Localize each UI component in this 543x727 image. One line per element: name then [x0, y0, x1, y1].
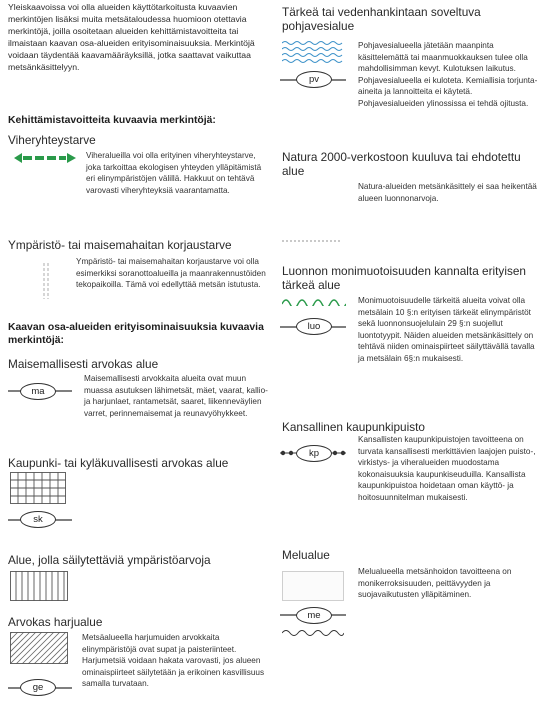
natura-title: Natura 2000-verkostoon kuuluva tai ehdotettu alue	[282, 150, 521, 178]
me-description: Melualueella metsänhoidon tavoitteena on monikerroksisuuden, peittävyyden ja suojavaikutusten ylläpitäminen.	[358, 567, 512, 600]
hatched-symbol	[10, 632, 68, 664]
heading-special-features: Kaavan osa-alueiden erityisominaisuuksia kuvaavia merkintöjä:	[8, 322, 264, 346]
luo-description: Monimuotoisuudelle tärkeitä alueita voivat olla metsälain 10 §:n erityisen tärkeät elinympäristöt sekä luonnonsuojelulain 29 §:n suojellut luontotyypit. Näiden alueiden metsänkäsittely on tehtävä niiden ominaispiirteet säilyttävällä tavalla ja metsälain 6§:n mukaisesti.	[358, 296, 535, 363]
vertical-lines-symbol	[10, 571, 68, 601]
water-waves-symbol	[282, 40, 344, 64]
green-arrow-symbol	[14, 152, 76, 164]
sk-label-badge: sk	[20, 511, 56, 528]
korjaus-title: Ympäristö- tai maisemahaitan korjaustarve	[8, 238, 232, 252]
viher-title: Viheryhteystarve	[8, 133, 96, 147]
viher-description: Viheralueilla voi olla erityinen viheryhteystarve, joka tarkoittaa ekologisen yhteyden ylläpitämistä eri elinympäristöjen välillä. Hakkuut on tehtävä varovasti viheryhteyksiä vaarantamatta.	[86, 151, 262, 195]
green-wave-symbol	[282, 296, 346, 306]
ma-description: Maisemallisesti arvokkaita alueita ovat muun muassa asutuksen lähimetsät, mäet, vaarat, kallio- ja harjunlaet, rantametsät, saaret, liikenneväylien varret, perinnemaisemat ja reunavyöhykkeet.	[84, 374, 268, 418]
ma-label-badge: ma	[20, 383, 56, 400]
ge-description: Metsäalueella harjumuiden arvokkaita elinympäristöjä ovat supat ja paisteriinteet. Harjumetsiä voidaan hakata varovasti, jos alueen ominaispiirteet säilytetään ja erikoinen kasvillisuus samalla turvataan.	[82, 633, 265, 689]
luo-title: Luonnon monimuotoisuuden kannalta erityisen tärkeä alue	[282, 264, 526, 292]
me-label-badge: me	[296, 607, 332, 624]
kp-title: Kansallinen kaupunkipuisto	[282, 420, 425, 434]
luo-label-badge: luo	[296, 318, 332, 335]
pv-title: Tärkeä tai vedenhankintaan soveltuva pohjavesialue	[282, 5, 481, 33]
korjaus-description: Ympäristö- tai maisemahaitan korjaustarve voi olla esimerkiksi soranottoalueilla ja maanrakennustöiden tekopaikoilla. Tämä voi edellyttää metsän istutusta.	[76, 257, 266, 290]
intro-paragraph: Yleiskaavoissa voi olla alueiden käyttötarkoitusta kuvaavien merkintöjen lisäksi muita metsätaloudessa huomioon otettavia merkintöjä, joilla osoitetaan alueiden kehittämistavoitteita tai ilmaistaan kaavan osa-alueiden erityisominaisuuksia. Merkintöjä voidaan täydentää kaavamääräyksillä, jotka saattavat vaikuttaa metsänkäsittelyyn.	[8, 2, 255, 72]
grid-symbol	[10, 472, 66, 504]
kp-label-badge: kp	[296, 445, 332, 462]
heading-development-goals: Kehittämistavoitteita kuvaavia merkintöjä:	[8, 115, 216, 126]
sk-title: Kaupunki- tai kyläkuvallisesti arvokas alue	[8, 456, 229, 470]
pv-label-badge: pv	[296, 71, 332, 88]
ymp-title: Alue, jolla säilytettäviä ympäristöarvoja	[8, 553, 211, 567]
ge-title: Arvokas harjualue	[8, 615, 103, 629]
ge-label-badge: ge	[20, 679, 56, 696]
repair-dots-symbol	[42, 263, 50, 299]
me-title: Melualue	[282, 548, 330, 562]
ma-title: Maisemallisesti arvokas alue	[8, 357, 159, 371]
pv-description: Pohjavesialueella jätetään maanpinta käsittelemättä tai maanmuokkauksen tulee olla mahdollisimman kevyt. Kulotuksen laikutus. Pohjavesialueella ei kuloteta. Kemiallisia torjunta-aineita ja lannoitteita ei käytetä. Pohjavesialueiden ylinossissa ei tehdä ojitusta.	[358, 41, 538, 108]
natura-description: Natura-alueiden metsänkäsittely ei saa heikentää alueen luonnonarvoja.	[358, 182, 537, 203]
kp-description: Kansallisten kaupunkipuistojen tavoitteena on turvata kansallisesti merkittävien laajojen puisto-, virkistys- ja viheralueiden muodostama kokonaisuuksia kaupunkiseuduilla. Kansallista kaupunkipuistoa hoidetaan oman käyttö- ja hoitosuunnitelman mukaisesti.	[358, 435, 536, 502]
me-box-symbol	[282, 571, 344, 601]
natura-dots-symbol	[282, 238, 342, 244]
me-wave-symbol	[282, 628, 344, 638]
